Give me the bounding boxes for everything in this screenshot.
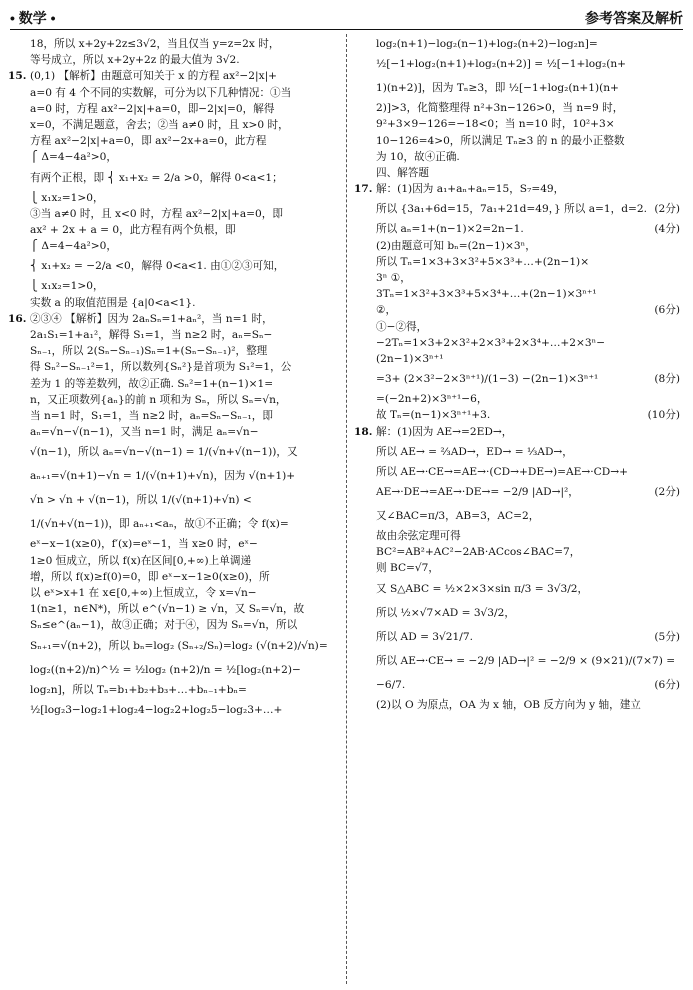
text-line <box>354 367 686 391</box>
text-line <box>354 424 686 440</box>
line-text: ⎧ Δ=4−4a²>0， <box>30 151 117 164</box>
text-line <box>8 36 338 52</box>
line-text: 所以 {3a₁+6d=15，7a₁+21d=49，} 所以 a=1，d=2. <box>376 203 647 216</box>
line-text: (0,1) 【解析】由题意可知关于 x 的方程 ax²−2|x|+ <box>30 70 278 83</box>
text-line <box>354 76 686 100</box>
line-text: n，又正项数列{aₙ}的前 n 项和为 Sₙ，所以 Sₙ=√n， <box>30 393 287 406</box>
line-text: 当 n=1 时，S₁=1，当 n≥2 时，aₙ=Sₙ−Sₙ₋₁，即 <box>30 410 273 423</box>
line-text: 所以 AE→ = ⅔AD→，ED→ = ⅓AD→， <box>376 445 573 458</box>
score-points: (2分) <box>654 486 680 499</box>
text-line <box>354 504 686 528</box>
line-text: ⎧ Δ=4−4a²>0， <box>30 240 117 253</box>
line-text: ½[log₂3−log₂1+log₂4−log₂2+log₂5−log₂3+…+ <box>30 703 283 716</box>
line-text: ⎩ x₁x₂=1>0， <box>30 191 104 204</box>
line-text: 1≥0 恒成立，所以 f(x)在区间[0,+∞)上单调递 <box>30 554 252 567</box>
text-line <box>8 512 338 536</box>
text-line <box>8 617 338 633</box>
line-text: 增，所以 f(x)≥f(0)=0，即 eˣ−x−1≥0(x≥0)，所 <box>30 570 270 583</box>
text-line <box>354 133 686 149</box>
line-text: 故 Tₙ=(n−1)×3ⁿ⁺¹+3. <box>376 409 491 422</box>
text-line <box>354 391 686 407</box>
text-line <box>8 440 338 464</box>
text-line <box>8 698 338 722</box>
text-line <box>354 149 686 165</box>
text-line <box>8 149 338 165</box>
section-title: 参考答案及解析 <box>585 10 683 26</box>
text-line <box>354 544 686 560</box>
text-line <box>354 221 686 237</box>
question-number: 15. <box>8 70 27 83</box>
line-text: =3+ (2×3²−2×3ⁿ⁺¹)/(1−3) −(2n−1)×3ⁿ⁺¹ <box>376 373 599 386</box>
text-line <box>354 254 686 270</box>
text-line <box>354 286 686 302</box>
text-line <box>354 165 686 181</box>
line-text: 1)(n+2)]，因为 Tₙ≥3，即 ½[−1+log₂(n+1)(n+ <box>376 82 619 95</box>
text-line <box>354 181 686 197</box>
page-header <box>10 4 683 28</box>
text-line <box>8 536 338 552</box>
text-line <box>354 302 686 318</box>
line-text: √n > √n + √(n−1)，所以 1/(√(n+1)+√n) < <box>30 494 252 507</box>
text-line <box>354 238 686 254</box>
line-text: √(n−1)，所以 aₙ=√n−√(n−1) = 1/(√n+√(n−1))，又 <box>30 446 298 459</box>
line-text: ⎩ x₁x₂=1>0， <box>30 280 104 293</box>
text-line <box>354 100 686 116</box>
line-text: ax² + 2x + a = 0，此方程有两个负根，即 <box>30 224 236 237</box>
line-text: 等号成立，所以 x+2y+2z 的最大值为 3√2. <box>30 54 240 67</box>
line-text: 2)]>3，化简整理得 n²+3n−126>0，当 n=9 时， <box>376 102 624 115</box>
column-divider <box>346 34 347 984</box>
text-line <box>354 480 686 504</box>
text-line <box>8 464 338 488</box>
line-text: =(−2n+2)×3ⁿ⁺¹−6， <box>376 393 488 406</box>
text-line <box>8 222 338 238</box>
text-line <box>8 295 338 311</box>
line-text: 有两个正根，即 ⎨ x₁+x₂ = 2/a >0，解得 0<a<1； <box>30 171 283 184</box>
question-number: 16. <box>8 312 27 325</box>
text-line <box>8 278 338 294</box>
text-line <box>354 697 686 713</box>
text-line <box>354 319 686 335</box>
score-points: (5分) <box>654 630 680 643</box>
score-points: (6分) <box>654 304 680 317</box>
line-text: 3Tₙ=1×3²+3×3³+5×3⁴+…+(2n−1)×3ⁿ⁺¹ <box>376 288 597 301</box>
text-line <box>8 376 338 392</box>
text-line <box>354 351 686 367</box>
left-column <box>8 36 338 722</box>
score-points: (8分) <box>654 373 680 386</box>
line-text: 又 S△ABC = ½×2×3×sin π/3 = 3√3/2， <box>376 582 589 595</box>
text-line <box>354 197 686 221</box>
text-line <box>354 560 686 576</box>
text-line <box>354 625 686 649</box>
line-text: x=0，不满足题意，舍去；②当 a≠0 时，且 x>0 时， <box>30 119 289 132</box>
line-text: 所以 AE→·CE→ = −2/9 |AD→|² = −2/9 × (9×21)/(7×7) = <box>376 654 676 667</box>
line-text: −6/7. <box>376 678 406 691</box>
line-text: ③当 a≠0 时，且 x<0 时，方程 ax²−2|x|+a=0，即 <box>30 207 283 220</box>
text-line <box>354 407 686 423</box>
line-text: a=0 时，方程 ax²−2|x|+a=0，即−2|x|=0，解得 <box>30 102 275 115</box>
question-number: 17. <box>354 183 373 196</box>
line-text: ½[−1+log₂(n+1)+log₂(n+2)] = ½[−1+log₂(n+ <box>376 58 627 71</box>
line-text: 以 eˣ>x+1 在 x∈[0,+∞)上恒成立，令 x=√n− <box>30 587 257 600</box>
text-line <box>354 649 686 673</box>
text-line <box>8 166 338 190</box>
line-text: 又∠BAC=π/3，AB=3，AC=2， <box>376 510 540 523</box>
text-line <box>354 601 686 625</box>
line-text: 四、解答题 <box>376 167 429 180</box>
line-text: (2)以 O 为原点，OA 为 x 轴，OB 反方向为 y 轴，建立 <box>376 698 641 711</box>
question-number: 18. <box>354 425 373 438</box>
text-line <box>8 68 338 84</box>
line-text: 差为 1 的等差数列，故②正确. Sₙ²=1+(n−1)×1= <box>30 377 274 390</box>
line-text: ②， <box>376 304 397 317</box>
line-text: 所以 AE→·CE→=AE→·(CD→+DE→)=AE→·CD→+ <box>376 465 628 478</box>
text-line <box>8 408 338 424</box>
line-text: 实数 a 的取值范围是 {a|0<a<1}. <box>30 296 196 309</box>
text-line <box>354 335 686 351</box>
text-line <box>354 577 686 601</box>
text-line <box>8 254 338 278</box>
line-text: 方程 ax²−2|x|+a=0，即 ax²−2x+a=0，此方程 <box>30 135 267 148</box>
line-text: 9²+3×9−126=−18<0；当 n=10 时，10²+3× <box>376 118 615 131</box>
line-text: BC²=AB²+AC²−2AB·ACcos∠BAC=7， <box>376 546 581 559</box>
line-text: 解：(1)因为 AE→=2ED→， <box>376 425 513 438</box>
line-text: log₂n]，所以 Tₙ=b₁+b₂+b₃+…+bₙ₋₁+bₙ= <box>30 683 247 696</box>
line-text: 所以 aₙ=1+(n−1)×2=2n−1. <box>376 223 524 236</box>
text-line <box>8 133 338 149</box>
text-line <box>8 585 338 601</box>
text-line <box>8 392 338 408</box>
line-text: Sₙ≤e^(aₙ−1)，故③正确；对于④，因为 Sₙ=√n，所以 <box>30 619 298 632</box>
text-line <box>8 101 338 117</box>
line-text: (2)由题意可知 bₙ=(2n−1)×3ⁿ， <box>376 239 536 252</box>
line-text: 则 BC=√7， <box>376 562 440 575</box>
line-text: 得 Sₙ²−Sₙ₋₁²=1，所以数列{Sₙ²}是首项为 S₁²=1，公 <box>30 361 292 374</box>
text-line <box>354 270 686 286</box>
text-line <box>8 85 338 101</box>
text-line <box>8 634 338 658</box>
text-line <box>8 601 338 617</box>
score-points: (10分) <box>647 409 680 422</box>
text-line <box>8 682 338 698</box>
line-text: log₂((n+2)/n)^½ = ½log₂ (n+2)/n = ½[log₂(n+2)− <box>30 663 301 676</box>
line-text: Sₙ₊₁=√(n+2)，所以 bₙ=log₂ (Sₙ₊₂/Sₙ)=log₂ (√(n+2)/√n)= <box>30 639 328 652</box>
line-text: Sₙ₋₁，所以 2(Sₙ−Sₙ₋₁)Sₙ=1+(Sₙ−Sₙ₋₁)²，整理 <box>30 345 268 358</box>
text-line <box>354 116 686 132</box>
text-line <box>8 658 338 682</box>
text-line <box>8 311 338 327</box>
line-text: 为 10，故④正确. <box>376 150 460 163</box>
text-line <box>8 569 338 585</box>
line-text: 10−126=4>0，所以满足 Tₙ≥3 的 n 的最小正整数 <box>376 134 625 147</box>
text-line <box>354 440 686 464</box>
line-text: 所以 AD = 3√21/7. <box>376 630 473 643</box>
line-text: (2n−1)×3ⁿ⁺¹ <box>376 353 444 366</box>
line-text: 所以 Tₙ=1×3+3×3²+5×3³+…+(2n−1)× <box>376 255 590 268</box>
line-text: eˣ−x−1(x≥0)，f′(x)=eˣ−1，当 x≥0 时，eˣ− <box>30 538 258 551</box>
text-line <box>8 327 338 343</box>
line-text: ⎨ x₁+x₂ = −2/a <0，解得 0<a<1. 由①②③可知， <box>30 260 285 273</box>
subject-label: • 数学 • <box>10 10 56 26</box>
text-line <box>354 528 686 544</box>
line-text: −2Tₙ=1×3+2×3²+2×3³+2×3⁴+…+2×3ⁿ− <box>376 336 606 349</box>
line-text: 1(n≥1，n∈N*)，所以 e^(√n−1) ≥ √n，又 Sₙ=√n，故 <box>30 603 305 616</box>
text-line <box>8 553 338 569</box>
line-text: AE→·DE→=AE→·DE→= −2/9 |AD→|²， <box>376 486 579 499</box>
text-line <box>8 488 338 512</box>
header-rule <box>10 29 683 30</box>
line-text: a=0 有 4 个不同的实数解，可分为以下几种情况：①当 <box>30 86 292 99</box>
text-line <box>354 464 686 480</box>
text-line <box>354 52 686 76</box>
line-text: ②③④ 【解析】因为 2aₙSₙ=1+aₙ²，当 n=1 时， <box>30 312 273 325</box>
line-text: 故由余弦定理可得 <box>376 530 461 543</box>
score-points: (6分) <box>654 678 680 691</box>
line-text: ①−②得， <box>376 320 428 333</box>
line-text: aₙ=√n−√(n−1)，又当 n=1 时，满足 aₙ=√n− <box>30 426 259 439</box>
text-line <box>8 343 338 359</box>
line-text: 所以 ½×√7×AD = 3√3/2， <box>376 606 515 619</box>
text-line <box>354 36 686 52</box>
line-text: 2a₁S₁=1+a₁²，解得 S₁=1，当 n≥2 时，aₙ=Sₙ− <box>30 329 273 342</box>
line-text: log₂(n+1)−log₂(n−1)+log₂(n+2)−log₂n]= <box>376 38 598 50</box>
line-text: 解：(1)因为 a₁+aₙ+aₙ=15，S₇=49， <box>376 183 565 196</box>
text-line <box>8 359 338 375</box>
score-points: (4分) <box>654 223 680 236</box>
score-points: (2分) <box>654 203 680 216</box>
text-line <box>8 190 338 206</box>
line-text: 1/(√n+√(n−1))，即 aₙ₊₁<aₙ，故①不正确；令 f(x)= <box>30 518 289 531</box>
right-column <box>354 36 686 713</box>
text-line <box>354 673 686 697</box>
text-line <box>8 52 338 68</box>
text-line <box>8 424 338 440</box>
line-text: 3ⁿ ①， <box>376 272 411 285</box>
text-line <box>8 206 338 222</box>
text-line <box>8 238 338 254</box>
text-line <box>8 117 338 133</box>
line-text: 18，所以 x+2y+2z≤3√2，当且仅当 y=z=2x 时， <box>30 38 280 50</box>
line-text: aₙ₊₁=√(n+1)−√n = 1/(√(n+1)+√n)，因为 √(n+1)+ <box>30 470 296 483</box>
